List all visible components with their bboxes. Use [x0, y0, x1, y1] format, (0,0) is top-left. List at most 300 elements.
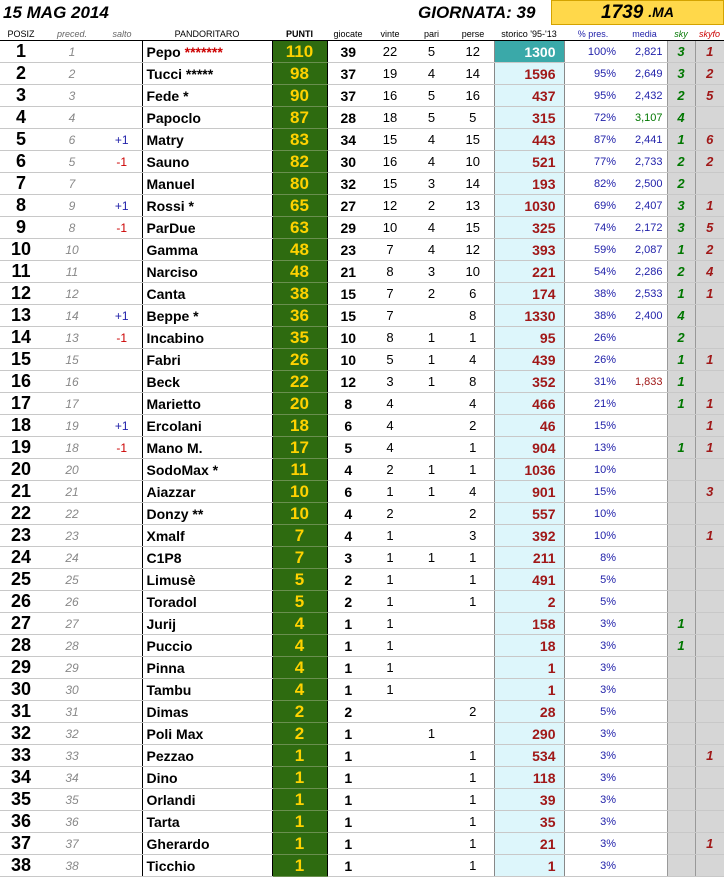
skyfo-cell	[695, 855, 724, 877]
preced-cell: 10	[42, 239, 102, 261]
preced-cell: 32	[42, 723, 102, 745]
col-storico: storico '95-'13	[494, 27, 564, 41]
player-name	[142, 393, 272, 415]
storico-cell: 904	[494, 437, 564, 459]
col-preced: preced.	[42, 27, 102, 41]
vinte-cell: 19	[369, 63, 411, 85]
player-name-text: Beck	[146, 373, 180, 390]
position-cell: 30	[0, 679, 42, 701]
skyfo-cell: 1	[695, 349, 724, 371]
player-name-text: Dino	[146, 769, 178, 786]
table-row	[0, 261, 724, 283]
table-row	[0, 503, 724, 525]
salto-cell	[102, 591, 142, 613]
salto-cell	[102, 613, 142, 635]
player-name	[142, 151, 272, 173]
media-cell	[622, 437, 667, 459]
media-cell	[622, 635, 667, 657]
giocate-cell: 10	[327, 327, 369, 349]
perse-cell: 2	[452, 701, 494, 723]
salto-cell	[102, 107, 142, 129]
table-row	[0, 591, 724, 613]
pari-cell: 1	[411, 459, 452, 481]
punti-cell: 5	[272, 591, 327, 613]
pari-cell	[411, 767, 452, 789]
preced-cell: 6	[42, 129, 102, 151]
skyfo-cell: 2	[695, 239, 724, 261]
preced-cell: 29	[42, 657, 102, 679]
vinte-cell: 2	[369, 459, 411, 481]
media-cell	[622, 657, 667, 679]
perse-cell: 10	[452, 261, 494, 283]
punti-cell: 83	[272, 129, 327, 151]
perse-cell: 4	[452, 393, 494, 415]
presenze-cell: 54%	[564, 261, 622, 283]
preced-cell: 1	[42, 41, 102, 63]
skyfo-cell: 1	[695, 393, 724, 415]
position-cell: 2	[0, 63, 42, 85]
presenze-cell: 3%	[564, 745, 622, 767]
sky-cell: 1	[667, 635, 695, 657]
preced-cell: 28	[42, 635, 102, 657]
salto-cell	[102, 789, 142, 811]
vinte-cell: 15	[369, 129, 411, 151]
giocate-cell: 3	[327, 547, 369, 569]
player-name	[142, 767, 272, 789]
punti-cell: 2	[272, 701, 327, 723]
table-row	[0, 437, 724, 459]
player-name-text: Incabino	[146, 329, 205, 346]
presenze-cell: 8%	[564, 547, 622, 569]
skyfo-cell: 6	[695, 129, 724, 151]
perse-cell: 12	[452, 239, 494, 261]
table-row	[0, 767, 724, 789]
skyfo-cell	[695, 305, 724, 327]
position-cell: 25	[0, 569, 42, 591]
media-cell: 2,407	[622, 195, 667, 217]
player-name-text: Gherardo	[146, 835, 210, 852]
storico-cell: 1	[494, 855, 564, 877]
media-cell	[622, 613, 667, 635]
player-name-text: Pepo	[146, 43, 185, 60]
presenze-cell: 38%	[564, 283, 622, 305]
media-cell: 2,441	[622, 129, 667, 151]
preced-cell: 16	[42, 371, 102, 393]
storico-cell: 352	[494, 371, 564, 393]
skyfo-cell: 1	[695, 437, 724, 459]
position-cell: 12	[0, 283, 42, 305]
pari-cell	[411, 503, 452, 525]
preced-cell: 37	[42, 833, 102, 855]
player-name-text: Tarta	[146, 813, 180, 830]
player-name-text: Fede *	[146, 87, 189, 104]
pari-cell: 1	[411, 349, 452, 371]
page-date: 15 MAG 2014	[3, 3, 109, 22]
player-name-text: Xmalf	[146, 527, 185, 544]
presenze-cell: 13%	[564, 437, 622, 459]
punti-cell: 90	[272, 85, 327, 107]
media-cell: 2,533	[622, 283, 667, 305]
storico-cell: 1330	[494, 305, 564, 327]
pari-cell	[411, 789, 452, 811]
pari-cell: 3	[411, 261, 452, 283]
salto-cell: -1	[102, 217, 142, 239]
punti-cell: 7	[272, 525, 327, 547]
col-salto: salto	[102, 27, 142, 41]
salto-cell	[102, 657, 142, 679]
player-name-text: Dimas	[146, 703, 189, 720]
player-name-text: Tucci *****	[146, 65, 214, 82]
sky-cell: 1	[667, 129, 695, 151]
preced-cell: 23	[42, 525, 102, 547]
col-skyfo: skyfo	[695, 27, 724, 41]
storico-cell: 1030	[494, 195, 564, 217]
salto-cell	[102, 85, 142, 107]
salto-cell: +1	[102, 305, 142, 327]
player-name	[142, 437, 272, 459]
pari-cell: 4	[411, 217, 452, 239]
player-name	[142, 833, 272, 855]
player-name-text: Narciso	[146, 263, 198, 280]
salto-cell	[102, 261, 142, 283]
position-cell: 13	[0, 305, 42, 327]
sky-cell	[667, 525, 695, 547]
perse-cell: 14	[452, 63, 494, 85]
preced-cell: 27	[42, 613, 102, 635]
player-name	[142, 591, 272, 613]
preced-cell: 14	[42, 305, 102, 327]
giocate-cell: 30	[327, 151, 369, 173]
player-name	[142, 41, 272, 63]
table-row	[0, 107, 724, 129]
salto-cell	[102, 569, 142, 591]
player-name	[142, 657, 272, 679]
punti-cell: 26	[272, 349, 327, 371]
storico-cell: 46	[494, 415, 564, 437]
perse-cell: 13	[452, 195, 494, 217]
preced-cell: 18	[42, 437, 102, 459]
table-row	[0, 723, 724, 745]
giornata-label: GIORNATA: 39	[418, 3, 536, 22]
perse-cell	[452, 635, 494, 657]
presenze-cell: 87%	[564, 129, 622, 151]
position-cell: 22	[0, 503, 42, 525]
table-row	[0, 569, 724, 591]
punti-cell: 48	[272, 239, 327, 261]
player-name	[142, 503, 272, 525]
media-cell	[622, 393, 667, 415]
table-row	[0, 525, 724, 547]
salto-cell	[102, 723, 142, 745]
media-cell	[622, 327, 667, 349]
vinte-cell: 3	[369, 371, 411, 393]
sky-cell	[667, 833, 695, 855]
salto-cell: -1	[102, 327, 142, 349]
preced-cell: 2	[42, 63, 102, 85]
vinte-cell: 1	[369, 657, 411, 679]
perse-cell: 4	[452, 349, 494, 371]
skyfo-cell: 2	[695, 63, 724, 85]
table-row	[0, 305, 724, 327]
salto-cell	[102, 679, 142, 701]
storico-cell: 491	[494, 569, 564, 591]
giocate-cell: 2	[327, 701, 369, 723]
pari-cell	[411, 745, 452, 767]
vinte-cell: 4	[369, 393, 411, 415]
pari-cell	[411, 415, 452, 437]
skyfo-cell: 5	[695, 217, 724, 239]
vinte-cell	[369, 811, 411, 833]
storico-cell: 2	[494, 591, 564, 613]
punti-cell: 110	[272, 41, 327, 63]
skyfo-cell	[695, 723, 724, 745]
presenze-cell: 26%	[564, 327, 622, 349]
sky-cell: 2	[667, 261, 695, 283]
skyfo-cell	[695, 679, 724, 701]
vinte-cell: 16	[369, 151, 411, 173]
position-cell: 26	[0, 591, 42, 613]
position-cell: 7	[0, 173, 42, 195]
sky-cell: 1	[667, 613, 695, 635]
player-name	[142, 327, 272, 349]
presenze-cell: 77%	[564, 151, 622, 173]
player-name	[142, 855, 272, 877]
media-cell: 2,733	[622, 151, 667, 173]
vinte-cell	[369, 789, 411, 811]
pari-cell: 1	[411, 371, 452, 393]
sky-cell	[667, 481, 695, 503]
badge-number: 1739	[601, 2, 644, 23]
skyfo-cell	[695, 613, 724, 635]
player-name	[142, 349, 272, 371]
media-cell	[622, 569, 667, 591]
table-row	[0, 745, 724, 767]
sky-cell: 2	[667, 327, 695, 349]
media-cell: 1,833	[622, 371, 667, 393]
perse-cell: 14	[452, 173, 494, 195]
position-cell: 14	[0, 327, 42, 349]
preced-cell: 11	[42, 261, 102, 283]
media-cell	[622, 701, 667, 723]
preced-cell: 35	[42, 789, 102, 811]
player-name-text: Mano M.	[146, 439, 203, 456]
media-cell	[622, 459, 667, 481]
giocate-cell: 2	[327, 591, 369, 613]
pari-cell: 1	[411, 723, 452, 745]
pari-cell	[411, 657, 452, 679]
presenze-cell: 15%	[564, 481, 622, 503]
presenze-cell: 3%	[564, 723, 622, 745]
position-cell: 10	[0, 239, 42, 261]
player-name	[142, 481, 272, 503]
presenze-cell: 3%	[564, 855, 622, 877]
player-name	[142, 525, 272, 547]
pari-cell	[411, 393, 452, 415]
pari-cell: 5	[411, 107, 452, 129]
storico-cell: 21	[494, 833, 564, 855]
vinte-cell: 10	[369, 217, 411, 239]
standings-table	[0, 27, 724, 877]
position-cell: 11	[0, 261, 42, 283]
pari-cell	[411, 305, 452, 327]
preced-cell: 7	[42, 173, 102, 195]
sky-cell	[667, 569, 695, 591]
preced-cell: 5	[42, 151, 102, 173]
pari-cell: 1	[411, 327, 452, 349]
perse-cell: 1	[452, 833, 494, 855]
salto-cell: -1	[102, 151, 142, 173]
skyfo-cell	[695, 459, 724, 481]
vinte-cell: 2	[369, 503, 411, 525]
salto-cell	[102, 283, 142, 305]
punti-cell: 35	[272, 327, 327, 349]
sky-cell	[667, 591, 695, 613]
sky-cell: 2	[667, 173, 695, 195]
table-row	[0, 547, 724, 569]
pari-cell: 2	[411, 283, 452, 305]
presenze-cell: 21%	[564, 393, 622, 415]
punti-cell: 1	[272, 833, 327, 855]
punti-cell: 17	[272, 437, 327, 459]
media-cell	[622, 745, 667, 767]
sky-cell	[667, 789, 695, 811]
punti-cell: 4	[272, 613, 327, 635]
position-cell: 18	[0, 415, 42, 437]
skyfo-cell	[695, 701, 724, 723]
pari-cell: 4	[411, 239, 452, 261]
preced-cell: 30	[42, 679, 102, 701]
perse-cell: 1	[452, 767, 494, 789]
presenze-cell: 59%	[564, 239, 622, 261]
storico-cell: 28	[494, 701, 564, 723]
position-cell: 4	[0, 107, 42, 129]
media-cell	[622, 789, 667, 811]
skyfo-cell: 1	[695, 833, 724, 855]
punti-cell: 11	[272, 459, 327, 481]
player-name	[142, 459, 272, 481]
skyfo-cell	[695, 547, 724, 569]
storico-cell: 557	[494, 503, 564, 525]
skyfo-cell: 1	[695, 415, 724, 437]
storico-cell: 443	[494, 129, 564, 151]
pari-cell	[411, 613, 452, 635]
salto-cell: -1	[102, 437, 142, 459]
table-row	[0, 679, 724, 701]
skyfo-cell	[695, 173, 724, 195]
pari-cell: 4	[411, 63, 452, 85]
preced-cell: 9	[42, 195, 102, 217]
punti-cell: 4	[272, 679, 327, 701]
punti-cell: 98	[272, 63, 327, 85]
header-row	[0, 27, 724, 41]
position-cell: 23	[0, 525, 42, 547]
vinte-cell	[369, 767, 411, 789]
media-cell	[622, 767, 667, 789]
media-cell	[622, 349, 667, 371]
vinte-cell: 8	[369, 261, 411, 283]
player-name-text: ParDue	[146, 219, 196, 236]
player-name	[142, 173, 272, 195]
presenze-cell: 5%	[564, 701, 622, 723]
presenze-cell: 38%	[564, 305, 622, 327]
position-cell: 34	[0, 767, 42, 789]
storico-cell: 1	[494, 657, 564, 679]
media-cell: 2,432	[622, 85, 667, 107]
storico-cell: 158	[494, 613, 564, 635]
media-cell: 3,107	[622, 107, 667, 129]
player-name	[142, 569, 272, 591]
player-name	[142, 415, 272, 437]
col-pandoritaro: PANDORITARO	[142, 27, 272, 41]
punti-cell: 87	[272, 107, 327, 129]
storico-cell: 35	[494, 811, 564, 833]
table-row	[0, 129, 724, 151]
presenze-cell: 15%	[564, 415, 622, 437]
table-row	[0, 173, 724, 195]
pari-cell	[411, 855, 452, 877]
col-pari: pari	[411, 27, 452, 41]
player-name-text: Sauno	[146, 153, 190, 170]
skyfo-cell: 5	[695, 85, 724, 107]
salto-cell	[102, 173, 142, 195]
player-name	[142, 811, 272, 833]
storico-cell: 1036	[494, 459, 564, 481]
vinte-cell: 16	[369, 85, 411, 107]
giocate-cell: 1	[327, 657, 369, 679]
vinte-cell: 1	[369, 525, 411, 547]
player-name-text: Poli Max	[146, 725, 204, 742]
media-cell	[622, 855, 667, 877]
player-name	[142, 613, 272, 635]
perse-cell: 8	[452, 371, 494, 393]
vinte-cell: 1	[369, 591, 411, 613]
table-row	[0, 701, 724, 723]
storico-cell: 315	[494, 107, 564, 129]
col-punti: PUNTI	[272, 27, 327, 41]
pari-cell: 1	[411, 481, 452, 503]
storico-cell: 174	[494, 283, 564, 305]
sky-cell: 1	[667, 239, 695, 261]
storico-cell: 437	[494, 85, 564, 107]
table-row	[0, 635, 724, 657]
position-cell: 35	[0, 789, 42, 811]
position-cell: 37	[0, 833, 42, 855]
giocate-cell: 1	[327, 613, 369, 635]
position-cell: 24	[0, 547, 42, 569]
pari-cell	[411, 811, 452, 833]
player-name	[142, 701, 272, 723]
pari-cell	[411, 679, 452, 701]
position-cell: 32	[0, 723, 42, 745]
skyfo-cell	[695, 811, 724, 833]
giocate-cell: 15	[327, 305, 369, 327]
player-name	[142, 239, 272, 261]
vinte-cell: 1	[369, 481, 411, 503]
preced-cell: 15	[42, 349, 102, 371]
storico-cell: 901	[494, 481, 564, 503]
perse-cell	[452, 679, 494, 701]
salto-cell	[102, 393, 142, 415]
storico-cell: 392	[494, 525, 564, 547]
table-row	[0, 217, 724, 239]
perse-cell: 4	[452, 481, 494, 503]
salto-cell	[102, 459, 142, 481]
salto-cell	[102, 745, 142, 767]
vinte-cell: 7	[369, 239, 411, 261]
pari-cell: 2	[411, 195, 452, 217]
preced-cell: 12	[42, 283, 102, 305]
punti-cell: 7	[272, 547, 327, 569]
